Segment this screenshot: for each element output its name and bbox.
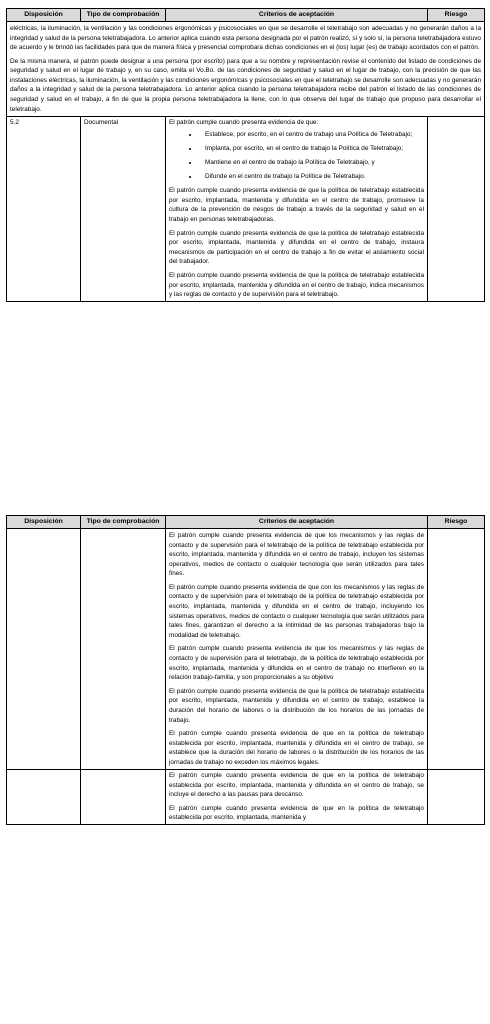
table-row-continuation xyxy=(7,22,485,116)
bullet-list xyxy=(169,130,424,182)
paragraph: El patrón cumple cuando presenta evidencia de que en la política de teletrabajo establecida por escrito, implantada, mantenida y difundida en el centro de trabajo, se incluye el derecho a las pausas para descanso. xyxy=(169,772,424,799)
cell-disposicion: 5.2 xyxy=(7,116,81,302)
paragraph: El patrón cumple cuando presenta evidencia de que en la política de teletrabajo establecida por escrito, implantada, mantenida y difundida en el centro de trabajo, se establece que la duración del horario de labores o la distribución de los horarios de las jornadas de trabajo no exceden los máximos legales. xyxy=(169,730,424,766)
header-criterios: Criterios de aceptación xyxy=(166,516,428,529)
list-item: • Difunde en el centro de trabajo la Política de Teletrabajo. xyxy=(199,172,424,182)
paragraph: El patrón cumple cuando presenta evidencia de que la política de teletrabajo establecida por escrito, implantada, mantenida y difundida en el centro de trabajo, promueve la cultura de la prevención de riesgos de trabajo a través de la seguridad y salud en el trabajo en personas teletrabajadoras. xyxy=(169,187,424,223)
paragraph: El patrón cumple cuando presenta evidencia de que los mecanismos y las reglas de contacto y de supervisión para el teletrabajo, de la política de teletrabajo establecida por escrito, implantada, mantenida y difundida en el centro de trabajo no interfieren en la relación trabajo-familia, y son proporcionales a su objetivo xyxy=(169,645,424,682)
cell-disposicion xyxy=(7,769,81,824)
header-disposicion: Disposición xyxy=(7,9,81,22)
cell-disposicion xyxy=(7,529,81,769)
header-riesgo: Riesgo xyxy=(428,9,485,22)
cell-riesgo xyxy=(428,529,485,769)
header-tipo-comprobacion: Tipo de comprobación xyxy=(81,9,166,22)
table-row xyxy=(7,769,485,824)
paragraph: El patrón cumple cuando presenta evidencia de que los mecanismos y las reglas de contacto y de supervisión para el teletrabajo de la política de teletrabajo establecida por escrito, implantada, mantenida y difundida en el centro de trabajo, incluyen los sistemas operativos, medios de contacto o cualquier tecnología que serán utilizados para tales fines. xyxy=(169,531,424,578)
list-item: • Mantiene en el centro de trabajo la Política de Teletrabajo, y xyxy=(199,158,424,168)
table-row-5-2 xyxy=(7,116,485,302)
cell-riesgo xyxy=(428,116,485,302)
lead-text: El patrón cumple cuando presenta evidencia de que: xyxy=(169,119,319,127)
paragraph: El patrón cumple cuando presenta evidencia de que en la política de teletrabajo establecida por escrito, implantada, mantenida y xyxy=(169,804,424,822)
header-disposicion: Disposición xyxy=(7,516,81,529)
list-item: • Establece, por escrito, en el centro de trabajo una Política de Teletrabajo; xyxy=(199,130,424,140)
list-item: • Implanta, por escrito, en el centro de trabajo la Política de Teletrabajo; xyxy=(199,144,424,154)
cell-tipo xyxy=(81,769,166,824)
table-header-row xyxy=(7,9,485,22)
cell-tipo xyxy=(81,529,166,769)
acceptance-criteria-table-2 xyxy=(6,515,485,825)
paragraph: El patrón cumple cuando presenta evidencia de que la política de teletrabajo establecida por escrito, implantada, mantenida y difundida en el centro de trabajo, indica mecanismos y las reglas de contacto y de supervisión para el teletrabajo. xyxy=(169,271,424,299)
table-row xyxy=(7,529,485,769)
paragraph: El patrón cumple cuando presenta evidencia de que con los mecanismos y las reglas de contacto y de supervisión para el teletrabajo de la política de teletrabajo establecida por escrito, implantada, mantenida y difundida en el centro de trabajo, incluyendo los sistemas operativos, medios de contacto o cualquier tecnología que serán utilizados para tales fines, garantizan el derecho a la intimidad de las personas trabajadoras bajo la modalidad de teletrabajo. xyxy=(169,583,424,639)
cell-riesgo xyxy=(428,769,485,824)
acceptance-criteria-table-1 xyxy=(6,8,485,302)
cell-criterios xyxy=(166,769,428,824)
header-criterios: Criterios de aceptación xyxy=(166,9,428,22)
cell-criterios xyxy=(166,116,428,302)
paragraph: eléctricas, la iluminación, la ventilación y las condiciones ergonómicas y psicosociales en que se desarrolle el teletrabajo son adecuadas y no generarán daños a la integridad y salud de la persona teletrabajadora. Lo anterior aplica cuando esta persona designada por el patrón realizó, sí y solo sí, la persona teletrabajadora estuvo de acuerdo y le brindó las facilidades para que de manera física y presencial comprobara dichas condiciones en el (los) lugar (es) de trabajo acordados con el patrón. xyxy=(10,24,481,52)
paragraph: De la misma manera, el patrón puede designar a una persona (por escrito) para que a su nombre y representación revise el contenido del listado de condiciones de seguridad y salud en el lugar de trabajo y, en su caso, emita el Vo.Bo. de las condiciones de seguridad y salud en el lugar de trabajo, con la precisión de que las instalaciones eléctricas, la iluminación, la ventilación y las condiciones ergonómicas y psicosociales en que el teletrabajo se desarrolle son adecuadas y no generarán daños a la integridad y salud de la persona teletrabajadora. Lo anterior aplica cuando la persona teletrabajadora recibe del patrón el listado de las condiciones de seguridad y salud en el trabajo, a fin de que la propia persona teletrabajadora la llene, con lo que observa del lugar de trabajo que propuso para desarrollar el teletrabajo. xyxy=(10,57,481,113)
paragraph: El patrón cumple cuando presenta evidencia de que la política de teletrabajo establecida por escrito, implantada, mantenida y difundida en el centro de trabajo, establece la duración del horario de labores o la distribución de los horarios de las jornadas de trabajo. xyxy=(169,687,424,724)
header-riesgo: Riesgo xyxy=(428,516,485,529)
header-tipo-comprobacion: Tipo de comprobación xyxy=(81,516,166,529)
table-header-row xyxy=(7,516,485,529)
continuation-cell xyxy=(7,22,485,116)
cell-tipo: Documental xyxy=(81,116,166,302)
cell-criterios xyxy=(166,529,428,769)
paragraph: El patrón cumple cuando presenta evidencia de que la política de teletrabajo establecida por escrito, implantada, mantenida y difundida en el centro de trabajo, instaura mecanismos de participación en el centro de trabajo a fin de evitar el aislamiento social del trabajador. xyxy=(169,229,424,266)
